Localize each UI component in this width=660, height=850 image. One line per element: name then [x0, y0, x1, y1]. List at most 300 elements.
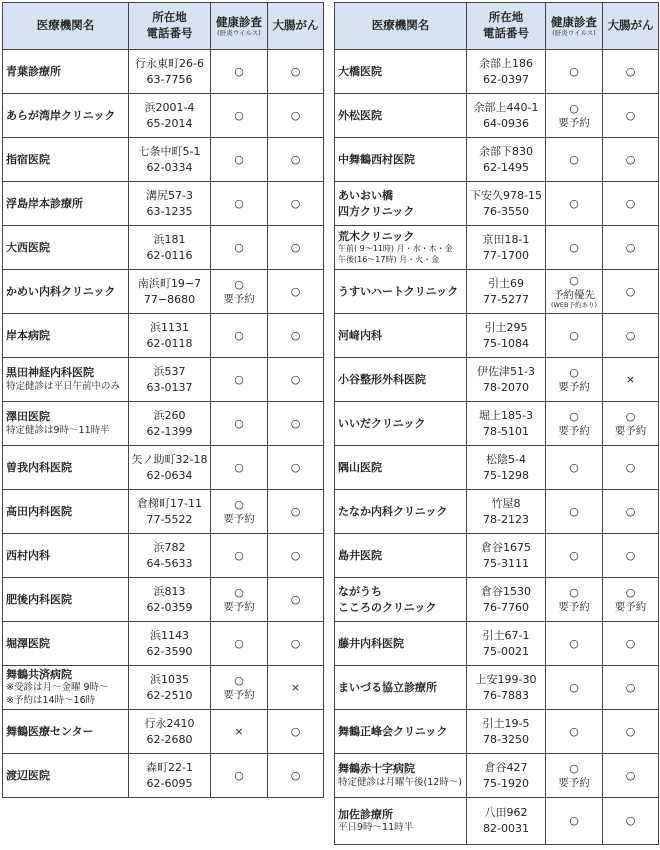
checkup-cell	[211, 182, 268, 226]
clinic-name: 河﨑内科	[338, 328, 382, 342]
address: 引土19-5	[482, 716, 530, 730]
checkup-mark: ○	[234, 497, 244, 511]
phone: 62-0334	[146, 160, 193, 174]
table-row	[3, 314, 324, 358]
colon-note: 要予約	[614, 600, 647, 613]
address-phone-cell	[129, 710, 211, 754]
checkup-cell	[546, 446, 603, 490]
address: 浜1035	[150, 672, 189, 686]
colon-mark: ×	[290, 680, 301, 694]
table-row	[335, 314, 659, 358]
address: 溝尻57-3	[146, 188, 193, 202]
clinic-name-line2: 四方クリニック	[338, 204, 415, 218]
phone: 78-3250	[483, 732, 529, 746]
clinic-name: 指宿医院	[6, 152, 50, 166]
checkup-cell	[546, 182, 603, 226]
clinic-name-cell	[3, 314, 129, 358]
colon-cancer-cell	[268, 358, 324, 402]
table-row	[3, 446, 324, 490]
clinic-name-cell	[335, 182, 467, 226]
checkup-cell	[211, 710, 268, 754]
address-phone-cell	[129, 490, 211, 534]
checkup-cell	[211, 270, 268, 314]
table-row	[3, 226, 324, 270]
checkup-mark: ○	[234, 152, 244, 166]
address-phone-cell	[467, 94, 546, 138]
table-row	[3, 50, 324, 94]
address-phone-cell	[129, 622, 211, 666]
colon-cancer-cell	[603, 578, 659, 622]
address: 上安199-30	[475, 672, 537, 686]
colon-cancer-cell	[268, 402, 324, 446]
colon-cancer-cell	[268, 270, 324, 314]
colon-mark: ○	[290, 240, 301, 254]
clinic-name: 大西医院	[6, 240, 50, 254]
colon-mark: ○	[290, 328, 301, 342]
colon-mark: ○	[625, 814, 636, 828]
table-row	[335, 578, 659, 622]
colon-cancer-cell	[268, 490, 324, 534]
colon-cancer-cell	[268, 94, 324, 138]
colon-cancer-cell	[603, 446, 659, 490]
checkup-note: 要予約	[558, 600, 590, 613]
header-name: 医療機関名	[335, 3, 467, 50]
clinic-name-cell	[335, 578, 467, 622]
address-phone-cell	[129, 446, 211, 490]
table-row	[335, 666, 659, 710]
clinic-name: たなか内科クリニック	[338, 504, 448, 518]
colon-cancer-cell	[268, 138, 324, 182]
address: 浜2001-4	[144, 100, 195, 114]
clinic-name-cell	[3, 490, 129, 534]
colon-cancer-cell	[603, 798, 659, 845]
clinic-name-cell	[335, 666, 467, 710]
checkup-cell	[546, 754, 603, 798]
phone: 62-0359	[146, 600, 193, 614]
address: 森町22-1	[146, 760, 193, 774]
checkup-cell	[211, 226, 268, 270]
clinic-name: 島井医院	[338, 548, 382, 562]
checkup-note: 要予約	[558, 380, 590, 393]
colon-cancer-cell	[603, 270, 659, 314]
checkup-cell	[546, 50, 603, 94]
clinic-name: かめい内科クリニック	[6, 284, 116, 298]
colon-cancer-cell	[603, 358, 659, 402]
address: 余部下830	[479, 144, 533, 158]
address: 倉谷1530	[481, 584, 531, 598]
phone: 78-5101	[483, 424, 529, 438]
address-phone-cell	[467, 226, 546, 270]
colon-cancer-cell	[603, 710, 659, 754]
clinic-name-cell	[335, 754, 467, 798]
colon-mark: ○	[290, 416, 301, 430]
clinic-name-cell	[3, 358, 129, 402]
colon-mark: ○	[290, 592, 301, 606]
clinic-name-cell	[335, 50, 467, 94]
phone: 62-0118	[146, 336, 193, 350]
phone: 62-0634	[146, 468, 193, 482]
table-row	[335, 798, 659, 845]
phone: 78-2070	[483, 380, 529, 394]
address: 浜1143	[150, 628, 189, 642]
colon-mark: ○	[290, 504, 301, 518]
clinic-name-cell	[335, 446, 467, 490]
checkup-cell	[211, 534, 268, 578]
address: 浜813	[153, 584, 186, 598]
clinic-name-line2: こころのクリニック	[338, 600, 437, 614]
clinic-name: 澤田医院	[6, 410, 50, 424]
colon-cancer-cell	[603, 666, 659, 710]
address-phone-cell	[467, 710, 546, 754]
clinic-name: 加佐診療所	[338, 807, 393, 821]
checkup-cell	[211, 578, 268, 622]
checkup-cell	[546, 226, 603, 270]
clinic-name: いいだクリニック	[338, 416, 426, 430]
colon-mark: ○	[625, 768, 636, 782]
clinic-name: 堀澤医院	[6, 636, 50, 650]
clinic-name-cell	[3, 402, 129, 446]
address-phone-cell	[129, 578, 211, 622]
clinic-name-cell	[3, 710, 129, 754]
checkup-mark: ○	[234, 416, 244, 430]
table-row	[335, 50, 659, 94]
checkup-cell	[546, 710, 603, 754]
colon-note: 要予約	[614, 424, 647, 437]
checkup-mark: ○	[234, 673, 244, 687]
table-row	[3, 666, 324, 710]
checkup-mark: ○	[569, 240, 579, 254]
address-phone-cell	[467, 182, 546, 226]
clinic-name: 青葉診療所	[6, 64, 61, 78]
clinic-table-left	[2, 2, 324, 798]
clinic-name-cell	[335, 226, 467, 270]
clinic-name: うすいハートクリニック	[338, 284, 459, 298]
table-row	[335, 622, 659, 666]
colon-cancer-cell	[603, 622, 659, 666]
clinic-note: 午後(16～17時) 月・火・金	[338, 255, 440, 265]
clinic-name: 渡辺医院	[6, 768, 50, 782]
phone: 62-2680	[146, 732, 193, 746]
phone: 77−8680	[143, 292, 196, 306]
clinic-name-cell	[3, 622, 129, 666]
colon-mark: ×	[625, 372, 636, 386]
checkup-mark: ○	[234, 768, 244, 782]
address-phone-cell	[467, 402, 546, 446]
colon-cancer-cell	[603, 402, 659, 446]
clinic-name-cell	[335, 490, 467, 534]
checkup-mark: ○	[234, 240, 244, 254]
colon-cancer-cell	[603, 94, 659, 138]
clinic-name-cell	[335, 270, 467, 314]
checkup-cell	[211, 666, 268, 710]
colon-mark: ○	[625, 680, 636, 694]
checkup-cell	[211, 314, 268, 358]
colon-mark: ○	[625, 284, 636, 298]
checkup-note: 要予約	[223, 292, 255, 305]
colon-mark: ○	[625, 409, 636, 423]
colon-mark: ○	[290, 64, 301, 78]
phone: 77-5522	[146, 512, 193, 526]
address: 浜181	[153, 232, 186, 246]
colon-cancer-cell	[268, 578, 324, 622]
colon-mark: ○	[625, 585, 636, 599]
clinic-name-cell	[335, 534, 467, 578]
address: 京田18-1	[482, 232, 530, 246]
phone: 75-0021	[483, 644, 529, 658]
clinic-note: ※受診は月～金曜 9時～	[6, 682, 109, 694]
phone: 63-7756	[146, 72, 193, 86]
checkup-cell	[211, 622, 268, 666]
address-phone-cell	[467, 666, 546, 710]
address: 倉谷1675	[481, 540, 531, 554]
checkup-cell	[546, 94, 603, 138]
phone: 62-1495	[483, 160, 529, 174]
checkup-cell	[211, 754, 268, 798]
clinic-name: 曽我内科医院	[6, 460, 72, 474]
table-row	[3, 94, 324, 138]
colon-mark: ○	[290, 724, 301, 738]
checkup-mark: ○	[569, 101, 579, 115]
clinic-name: あらが湾岸クリニック	[6, 108, 116, 122]
checkup-mark: ○	[234, 64, 244, 78]
clinic-note: 特定健診は9時～11時半	[6, 424, 110, 436]
phone: 64-5633	[146, 556, 193, 570]
clinic-name: 肥後内科医院	[6, 592, 72, 606]
phone: 62-2510	[146, 688, 193, 702]
table-row	[335, 94, 659, 138]
header-address-phone: 所在地 電話番号	[467, 3, 546, 50]
table-row	[3, 534, 324, 578]
colon-mark: ○	[290, 284, 301, 298]
colon-cancer-cell	[603, 138, 659, 182]
address-phone-cell	[467, 798, 546, 845]
phone: 75-1298	[483, 468, 529, 482]
clinic-name-cell	[3, 94, 129, 138]
address-phone-cell	[467, 578, 546, 622]
clinic-note: 平日9時～11時半	[338, 822, 414, 834]
table-row	[3, 270, 324, 314]
colon-cancer-cell	[603, 50, 659, 94]
address-phone-cell	[467, 270, 546, 314]
table-row	[3, 754, 324, 798]
address-phone-cell	[467, 754, 546, 798]
clinic-note: 特定健診は平日午前中のみ	[6, 380, 121, 392]
clinic-name-cell	[3, 754, 129, 798]
clinic-name-cell	[335, 314, 467, 358]
colon-mark: ○	[290, 548, 301, 562]
clinic-name: 藤井内科医院	[338, 636, 404, 650]
colon-cancer-cell	[268, 534, 324, 578]
address: 七条中町5-1	[138, 144, 201, 158]
address-phone-cell	[129, 270, 211, 314]
checkup-cell	[546, 534, 603, 578]
address: 伊佐津51-3	[477, 364, 535, 378]
phone: 62-3590	[146, 644, 193, 658]
colon-mark: ○	[625, 460, 636, 474]
table-header-row	[335, 3, 659, 50]
checkup-mark: ○	[569, 365, 579, 379]
checkup-mark: ○	[234, 328, 244, 342]
colon-cancer-cell	[603, 754, 659, 798]
colon-mark: ○	[290, 460, 301, 474]
table-row	[335, 490, 659, 534]
address-phone-cell	[129, 402, 211, 446]
phone: 77-5277	[483, 292, 529, 306]
clinic-name: 舞鶴正峰会クリニック	[338, 724, 448, 738]
address-phone-cell	[467, 446, 546, 490]
checkup-mark: ○	[569, 152, 579, 166]
address-phone-cell	[129, 666, 211, 710]
checkup-note: 要予約	[558, 424, 590, 437]
clinic-note: 特定健診は月曜午後(12時～)	[338, 776, 463, 788]
colon-cancer-cell	[603, 534, 659, 578]
table-row	[335, 534, 659, 578]
clinic-name: 大橋医院	[338, 64, 382, 78]
checkup-cell	[546, 622, 603, 666]
colon-cancer-cell	[603, 182, 659, 226]
clinic-name: まいづる協立診療所	[338, 680, 437, 694]
checkup-mark: ○	[569, 460, 579, 474]
checkup-cell	[211, 94, 268, 138]
table-row	[3, 622, 324, 666]
checkup-subnote: (WEB予約あり)	[550, 301, 598, 310]
clinic-name: 隅山医院	[338, 460, 382, 474]
address-phone-cell	[467, 138, 546, 182]
colon-cancer-cell	[268, 710, 324, 754]
clinic-name-cell	[3, 578, 129, 622]
table-row	[335, 226, 659, 270]
checkup-mark: ○	[234, 548, 244, 562]
phone: 65-2014	[146, 116, 193, 130]
checkup-note: 要予約	[558, 776, 590, 789]
table-row	[3, 138, 324, 182]
address: 引土67-1	[482, 628, 530, 642]
colon-cancer-cell	[603, 314, 659, 358]
table-row	[335, 138, 659, 182]
address-phone-cell	[129, 314, 211, 358]
address: 浜260	[153, 408, 186, 422]
colon-mark: ○	[290, 372, 301, 386]
checkup-cell	[546, 490, 603, 534]
checkup-note: 要予約	[223, 512, 255, 525]
colon-cancer-cell	[268, 446, 324, 490]
colon-cancer-cell	[268, 50, 324, 94]
address-phone-cell	[467, 358, 546, 402]
checkup-mark: ○	[569, 409, 579, 423]
colon-cancer-cell	[268, 226, 324, 270]
colon-mark: ○	[290, 636, 301, 650]
checkup-mark: ○	[569, 328, 579, 342]
clinic-name: 高田内科医院	[6, 504, 72, 518]
address: 下安久978-15	[470, 188, 542, 202]
phone: 64-0936	[483, 116, 529, 130]
phone: 76-7760	[483, 600, 529, 614]
colon-mark: ○	[625, 724, 636, 738]
phone: 62-6095	[146, 776, 193, 790]
table-row	[3, 490, 324, 534]
table-row	[335, 402, 659, 446]
clinic-note: ※予約は14時～16時	[6, 695, 96, 707]
address: 松陰5-4	[486, 452, 526, 466]
address: 倉谷427	[484, 760, 528, 774]
address-phone-cell	[129, 226, 211, 270]
table-row	[335, 358, 659, 402]
checkup-cell	[546, 358, 603, 402]
address: 余部上186	[479, 56, 533, 70]
phone: 62-0116	[146, 248, 193, 262]
header-checkup: 健康診査 (肝炎ウイルス)	[546, 3, 603, 50]
colon-cancer-cell	[268, 666, 324, 710]
checkup-cell	[211, 358, 268, 402]
table-row	[335, 710, 659, 754]
checkup-cell	[211, 446, 268, 490]
phone: 82-0031	[483, 822, 529, 835]
address-phone-cell	[129, 534, 211, 578]
clinic-name-cell	[3, 50, 129, 94]
checkup-cell	[211, 138, 268, 182]
address-phone-cell	[467, 50, 546, 94]
header-address-phone: 所在地 電話番号	[129, 3, 211, 50]
clinic-name-cell	[3, 270, 129, 314]
address: 行永2410	[144, 716, 195, 730]
colon-mark: ○	[290, 108, 301, 122]
table-row	[3, 578, 324, 622]
phone: 77-1700	[483, 248, 529, 262]
address-phone-cell	[129, 182, 211, 226]
colon-mark: ○	[290, 768, 301, 782]
clinic-name: あいおい橋	[338, 189, 393, 203]
clinic-name-cell	[3, 138, 129, 182]
checkup-mark: ○	[234, 460, 244, 474]
colon-mark: ○	[625, 328, 636, 342]
checkup-cell	[546, 138, 603, 182]
table-row	[3, 182, 324, 226]
clinic-name-cell	[3, 534, 129, 578]
checkup-cell	[546, 402, 603, 446]
clinic-name: 岸本病院	[6, 328, 50, 342]
phone: 62-0397	[483, 72, 529, 86]
checkup-cell	[546, 314, 603, 358]
clinic-name-cell	[3, 226, 129, 270]
checkup-mark: ○	[569, 680, 579, 694]
clinic-name: 中舞鶴西村医院	[338, 152, 415, 166]
checkup-note: 要予約	[223, 688, 255, 701]
checkup-mark: ○	[234, 196, 244, 210]
table-body	[3, 50, 324, 798]
address: 行永東町26-6	[135, 56, 204, 70]
phone: 76-7883	[483, 688, 529, 702]
table-row	[3, 402, 324, 446]
checkup-mark: ○	[234, 636, 244, 650]
checkup-mark: ×	[234, 724, 244, 738]
colon-cancer-cell	[268, 182, 324, 226]
table-row	[3, 710, 324, 754]
phone: 75-3111	[483, 556, 529, 570]
table-header-row	[3, 3, 324, 50]
colon-mark: ○	[625, 152, 636, 166]
address: 八田962	[484, 806, 528, 820]
address-phone-cell	[129, 50, 211, 94]
address: 矢ノ助町32-18	[131, 452, 208, 466]
clinic-name-cell	[335, 402, 467, 446]
clinic-name: 外松医院	[338, 108, 382, 122]
clinic-table-right	[334, 2, 659, 845]
address: 南浜町19−7	[137, 276, 202, 290]
colon-mark: ○	[625, 548, 636, 562]
colon-mark: ○	[625, 504, 636, 518]
checkup-cell	[546, 578, 603, 622]
clinic-name: 小谷整形外科医院	[338, 372, 426, 386]
